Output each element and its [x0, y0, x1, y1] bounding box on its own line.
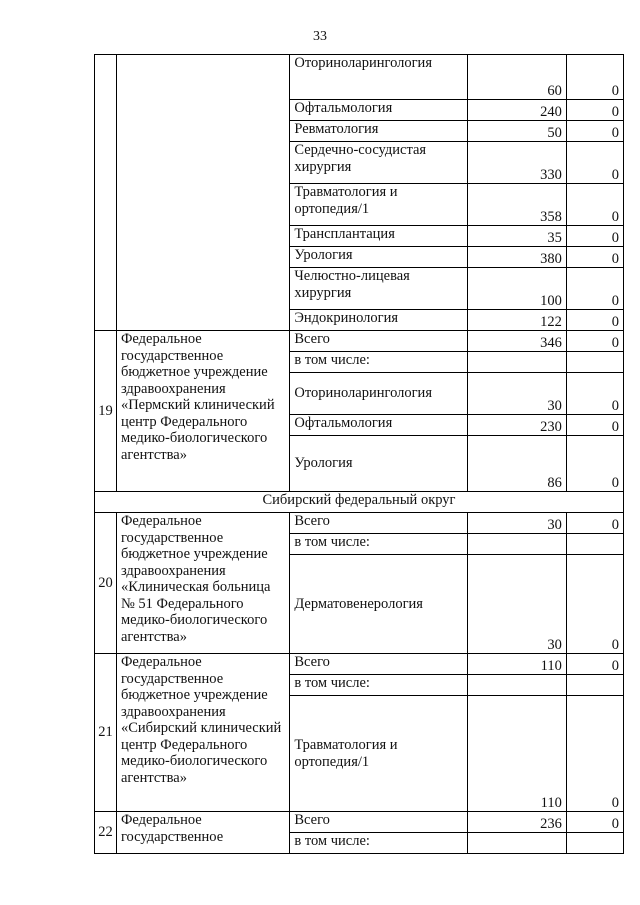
- specialty-cell: Всего: [290, 513, 468, 534]
- org-name: Федеральное государственное: [116, 812, 289, 854]
- table-row: [95, 654, 624, 675]
- specialty-cell: Офтальмология: [290, 415, 468, 436]
- value-cell: 230: [468, 415, 567, 436]
- value-cell: 110: [468, 654, 567, 675]
- value-cell: 122: [468, 310, 567, 331]
- zero-cell: [566, 534, 623, 555]
- specialty-cell: Всего: [290, 812, 468, 833]
- value-cell: 110: [468, 696, 567, 812]
- distribution-table: [94, 54, 624, 854]
- value-cell: 86: [468, 436, 567, 492]
- specialty-cell: Эндокринология: [290, 310, 468, 331]
- zero-cell: 0: [566, 436, 623, 492]
- specialty-cell: Офтальмология: [290, 100, 468, 121]
- value-cell: [468, 534, 567, 555]
- specialty-cell: Урология: [290, 247, 468, 268]
- org-number: 20: [95, 513, 117, 654]
- zero-cell: 0: [566, 226, 623, 247]
- specialty-cell: Всего: [290, 654, 468, 675]
- zero-cell: [566, 833, 623, 854]
- zero-cell: 0: [566, 55, 623, 100]
- specialty-cell: Всего: [290, 331, 468, 352]
- table-row: [95, 55, 624, 100]
- org-number: 19: [95, 331, 117, 492]
- table-row: [95, 492, 624, 513]
- value-cell: 240: [468, 100, 567, 121]
- value-cell: [468, 833, 567, 854]
- specialty-cell: в том числе:: [290, 675, 468, 696]
- page-number: 33: [313, 29, 327, 44]
- zero-cell: 0: [566, 268, 623, 310]
- specialty-cell: Оториноларингология: [290, 373, 468, 415]
- table-row: [95, 513, 624, 534]
- value-cell: 30: [468, 555, 567, 654]
- specialty-cell: в том числе:: [290, 833, 468, 854]
- zero-cell: 0: [566, 696, 623, 812]
- zero-cell: 0: [566, 100, 623, 121]
- org-name: Федеральное государственное бюджетное учреждение здравоохранения «Клиническая больница № 51 Федерального медико-биологического агентства»: [116, 513, 289, 654]
- specialty-cell: Травматология и ортопедия/1: [290, 696, 468, 812]
- specialty-cell: Урология: [290, 436, 468, 492]
- specialty-cell: Ревматология: [290, 121, 468, 142]
- zero-cell: 0: [566, 247, 623, 268]
- zero-cell: [566, 352, 623, 373]
- district-heading: Сибирский федеральный округ: [95, 492, 624, 513]
- zero-cell: 0: [566, 812, 623, 833]
- specialty-cell: Оториноларингология: [290, 55, 468, 100]
- specialty-cell: Травматология и ортопедия/1: [290, 184, 468, 226]
- specialty-cell: в том числе:: [290, 352, 468, 373]
- value-cell: 346: [468, 331, 567, 352]
- org-number: 22: [95, 812, 117, 854]
- value-cell: 330: [468, 142, 567, 184]
- zero-cell: 0: [566, 513, 623, 534]
- specialty-cell: Челюстно-лицевая хирургия: [290, 268, 468, 310]
- zero-cell: 0: [566, 555, 623, 654]
- specialty-cell: в том числе:: [290, 534, 468, 555]
- value-cell: [468, 675, 567, 696]
- zero-cell: 0: [566, 415, 623, 436]
- specialty-cell: Трансплантация: [290, 226, 468, 247]
- zero-cell: 0: [566, 121, 623, 142]
- value-cell: 358: [468, 184, 567, 226]
- org-number: 21: [95, 654, 117, 812]
- table-row: [95, 812, 624, 833]
- zero-cell: 0: [566, 184, 623, 226]
- org-name: Федеральное государственное бюджетное учреждение здравоохранения «Сибирский клинический центр Федерального медико-биологического агентства»: [116, 654, 289, 812]
- zero-cell: [566, 675, 623, 696]
- zero-cell: 0: [566, 331, 623, 352]
- value-cell: [468, 352, 567, 373]
- specialty-cell: Дерматовенерология: [290, 555, 468, 654]
- value-cell: 30: [468, 373, 567, 415]
- value-cell: 50: [468, 121, 567, 142]
- org-number: [95, 55, 117, 331]
- value-cell: 30: [468, 513, 567, 534]
- value-cell: 100: [468, 268, 567, 310]
- org-name: [116, 55, 289, 331]
- table-row: [95, 331, 624, 352]
- zero-cell: 0: [566, 373, 623, 415]
- zero-cell: 0: [566, 310, 623, 331]
- value-cell: 35: [468, 226, 567, 247]
- specialty-cell: Сердечно-сосудистая хирургия: [290, 142, 468, 184]
- org-name: Федеральное государственное бюджетное учреждение здравоохранения «Пермский клинический центр Федерального медико-биологического агентства»: [116, 331, 289, 492]
- value-cell: 60: [468, 55, 567, 100]
- zero-cell: 0: [566, 654, 623, 675]
- zero-cell: 0: [566, 142, 623, 184]
- value-cell: 380: [468, 247, 567, 268]
- value-cell: 236: [468, 812, 567, 833]
